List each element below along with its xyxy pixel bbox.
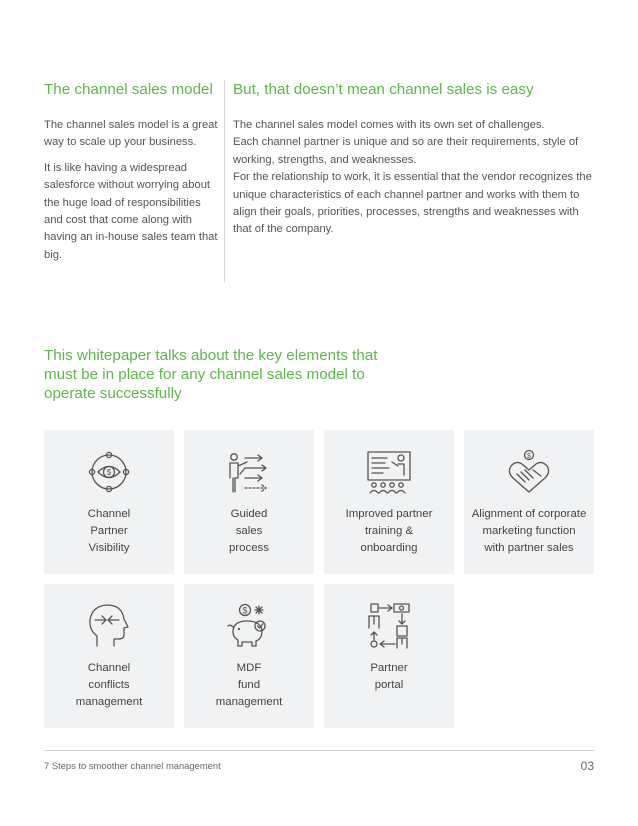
left-column bbox=[44, 80, 222, 272]
card-mdf-fund-management bbox=[184, 584, 314, 728]
card-label-line: Improved partner bbox=[345, 508, 433, 520]
left-paragraph-2: It is like having a widespread salesforce without worrying about the huge load of responsibilities and cost that come along with having an in-house sales team that big. bbox=[44, 161, 218, 261]
elements-heading: This whitepaper talks about the key elements that must be in place for any channel sales model to operate successfully bbox=[44, 347, 378, 402]
card-label-line: Alignment of corporate bbox=[471, 508, 587, 520]
card-channel-conflicts-management bbox=[44, 584, 174, 728]
footer-divider bbox=[44, 750, 594, 751]
card-label-line: portal bbox=[374, 679, 404, 691]
left-heading: The channel sales model bbox=[44, 81, 213, 98]
card-label-line: fund bbox=[237, 679, 261, 691]
card-label-line: conflicts bbox=[88, 679, 130, 691]
portal-flow-icon bbox=[365, 602, 413, 650]
card-label-line: MDF bbox=[236, 662, 262, 674]
card-channel-partner-visibility bbox=[44, 430, 174, 574]
page-number: 03 bbox=[580, 759, 594, 773]
card-label-line: management bbox=[215, 696, 283, 708]
card-label-line: onboarding bbox=[360, 542, 418, 554]
card-label-line: Visibility bbox=[88, 542, 130, 554]
card-label-line: process bbox=[229, 542, 269, 554]
training-board-icon bbox=[365, 448, 413, 496]
card-alignment-corporate-marketing bbox=[464, 430, 594, 574]
right-line-1: The channel sales model comes with its own set of challenges. bbox=[233, 119, 545, 131]
card-label-line: Partner bbox=[370, 662, 408, 674]
handshake-heart-icon bbox=[505, 448, 553, 496]
head-conflict-icon bbox=[85, 602, 133, 650]
eye-target-icon bbox=[85, 448, 133, 496]
svg-text:$: $ bbox=[106, 468, 112, 478]
card-label-line: with partner sales bbox=[484, 542, 574, 554]
right-line-2: Each channel partner is unique and so are their requirements, style of working, strengths, and weaknesses. bbox=[233, 136, 579, 166]
right-line-3: For the relationship to work, it is essential that the vendor recognizes the unique characteristics of each channel partner and works with them to align their goals, priorities, processes, strengths and weaknesses with that of the company. bbox=[233, 171, 592, 236]
card-label-line: Channel bbox=[87, 662, 131, 674]
card-partner-portal bbox=[324, 584, 454, 728]
card-improved-partner-training bbox=[324, 430, 454, 574]
svg-text:$: $ bbox=[527, 453, 531, 460]
card-label-line: Channel bbox=[87, 508, 131, 520]
card-label-line: Partner bbox=[90, 525, 128, 537]
card-label-line: sales bbox=[235, 525, 263, 537]
piggy-bank-icon bbox=[225, 602, 273, 650]
column-divider bbox=[224, 80, 225, 282]
svg-text:$: $ bbox=[242, 605, 248, 616]
footer-title: 7 Steps to smoother channel management bbox=[44, 760, 221, 771]
card-guided-sales-process bbox=[184, 430, 314, 574]
card-label-line: marketing function bbox=[482, 525, 576, 537]
card-label-line: Guided bbox=[230, 508, 268, 520]
right-heading: But, that doesn’t mean channel sales is easy bbox=[233, 81, 534, 98]
presenter-arrows-icon bbox=[225, 448, 273, 496]
right-column bbox=[233, 80, 599, 239]
card-label-line: training & bbox=[364, 525, 414, 537]
card-label-line: management bbox=[75, 696, 143, 708]
left-paragraph-1: The channel sales model is a great way to scale up your business. bbox=[44, 119, 218, 149]
